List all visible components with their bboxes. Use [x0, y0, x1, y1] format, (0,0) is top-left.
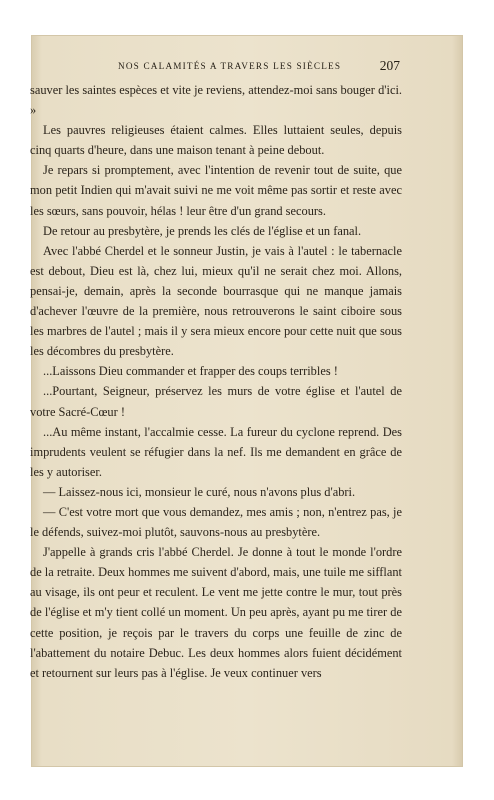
paragraph: — C'est votre mort que vous demandez, mes amis ; non, n'entrez pas, je le défends, suivez-moi plutôt, sauvons-nous au presbytère. [30, 504, 402, 540]
body-text [30, 80, 402, 683]
paragraph: Je repars si promptement, avec l'intention de revenir tout de suite, que mon petit Indien qui m'avait suivi ne me voit même pas sortir et reste avec les sœurs, sans pouvoir, hélas ! leur être d'un grand secours. [30, 163, 402, 218]
paragraph: sauver les saintes espèces et vite je reviens, attendez-moi sans bouger d'ici. » [30, 83, 402, 118]
paragraph: ...Pourtant, Seigneur, préservez les murs de votre église et l'autel de votre Sacré-Cœur ! [30, 384, 402, 419]
paragraph: J'appelle à grands cris l'abbé Cherdel. Je donne à tout le monde l'ordre de la retraite. Deux hommes me suivent d'abord, mais, une tuile me sifflant au visage, ils ont peur et reculent. Le vent me jette contre le mur, tout près de l'église et m'y tient collé un moment. Un peu après, ayant pu me tirer de cette position, je reçois par le travers du corps une feuille de zinc de l'abattement du notaire Debuc. Les deux hommes alors fuient décidément et retournent sur leurs pas à l'église. Je veux continuer vers [30, 545, 402, 680]
running-title: NOS CALAMITÉS A TRAVERS LES SIÈCLES [118, 61, 342, 71]
page-number: 207 [379, 58, 400, 73]
paragraph: — Laissez-nous ici, monsieur le curé, nous n'avons plus d'abri. [43, 484, 356, 499]
paragraph: Avec l'abbé Cherdel et le sonneur Justin, je vais à l'autel : le tabernacle est debout, Dieu est là, chez lui, mieux qu'il ne serait chez moi. Allons, pensai-je, demain, après la seconde bourrasque qui ne manque jamais d'achever l'œuvre de la première, nous retrouverons le saint ciboire sous les marbres de l'autel ; mais il y sera mieux encore pour cette nuit que sous les décombres du presbytère. [30, 243, 402, 359]
page-header [30, 58, 402, 78]
paragraph: Les pauvres religieuses étaient calmes. Elles luttaient seules, depuis cinq quarts d'heure, dans une maison tenant à peine debout. [30, 123, 402, 158]
paragraph: ...Au même instant, l'accalmie cesse. La fureur du cyclone reprend. Des imprudents veulent se réfugier dans la nef. Ils me demandent en grâce de les y autoriser. [30, 424, 402, 479]
paragraph: ...Laissons Dieu commander et frapper des coups terribles ! [43, 364, 338, 379]
paragraph: De retour au presbytère, je prends les clés de l'église et un fanal. [43, 223, 362, 238]
